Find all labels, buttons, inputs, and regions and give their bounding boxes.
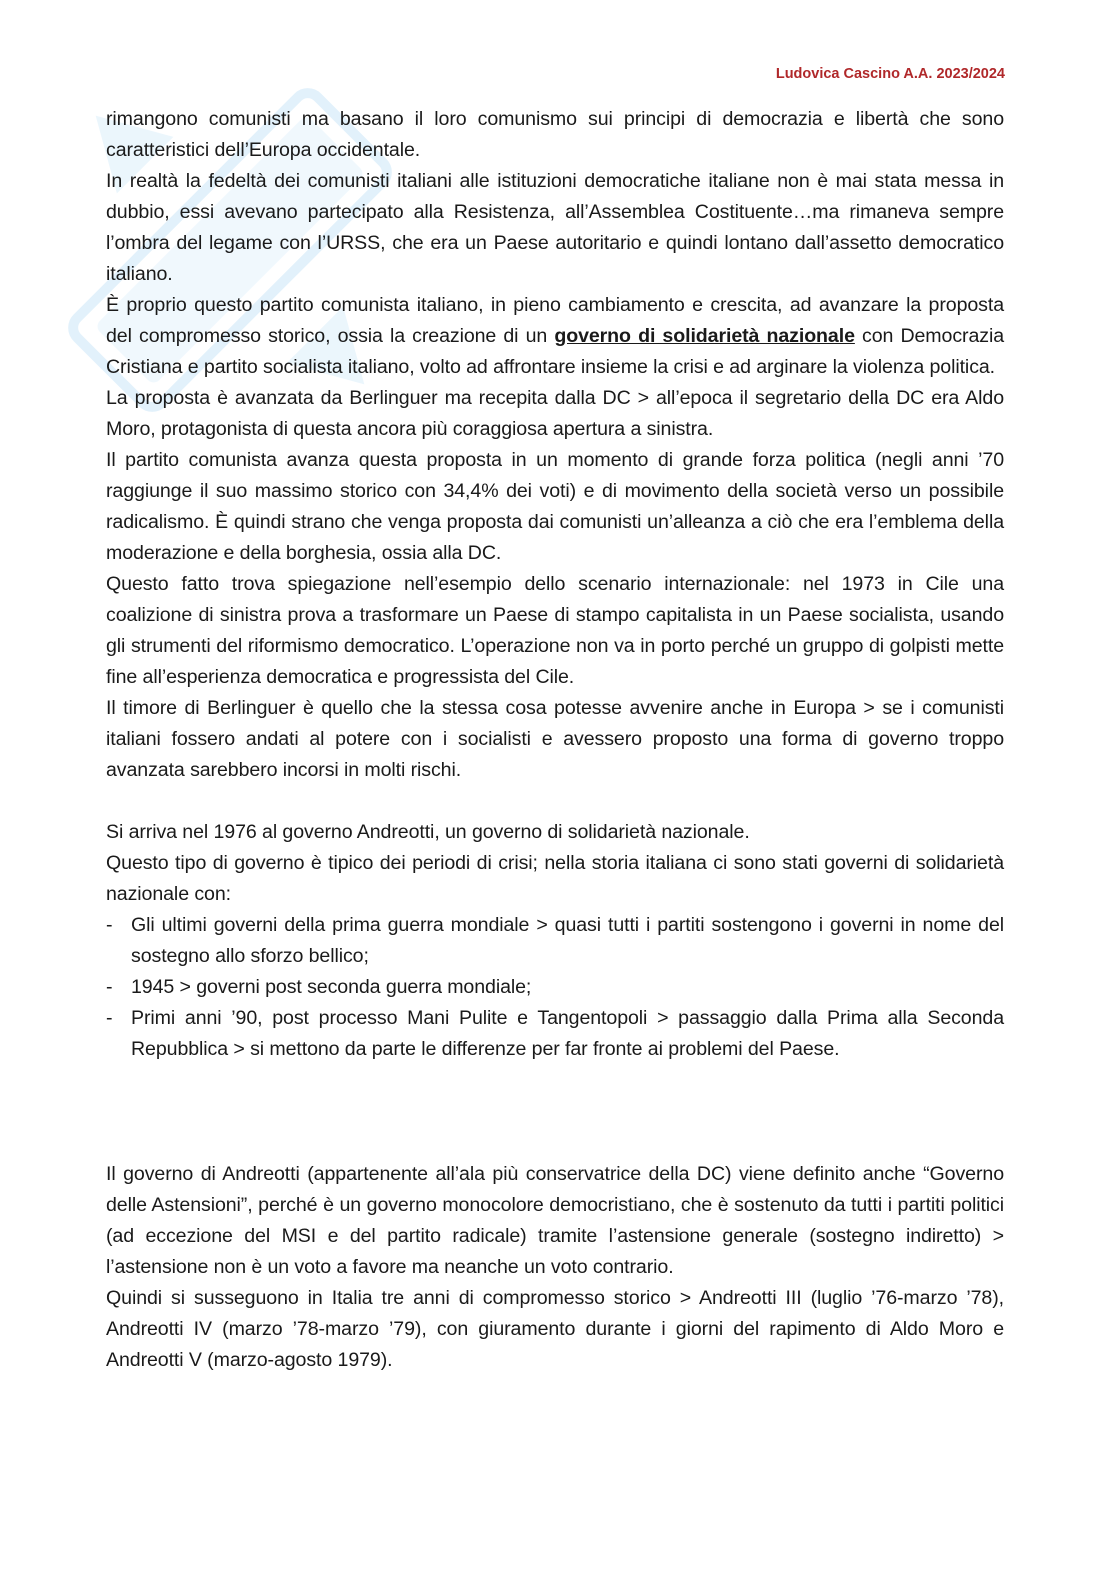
paragraph: Questo fatto trova spiegazione nell’esempio dello scenario internazionale: nel 1973 in Cile una coalizione di sinistra prova a trasformare un Paese di stampo capitalista in un Paese socialista, usando gli strumenti del riformismo democratico. L’operazione non va in porto perché un gruppo di golpisti mette fine all’esperienza democratica e progressista del Cile. [106, 573, 1004, 688]
proposal-text-after: con Democrazia Cristiana e partito socialista italiano, volto ad affrontare insieme la crisi e ad arginare la violenza politica. [106, 325, 1004, 378]
paragraph: La proposta è avanzata da Berlinguer ma recepita dalla DC > all’epoca il segretario della DC era Aldo Moro, protagonista di questa ancora più coraggiosa apertura a sinistra. [106, 387, 1004, 440]
emphasis-governo-solidarieta: governo di solidarietà nazionale [554, 325, 855, 347]
paragraph: Il partito comunista avanza questa proposta in un momento di grande forza politica (negli anni ’70 raggiunge il suo massimo storico con 34,4% dei voti) e di movimento della società verso un possibile radicalismo. È quindi strano che venga proposta dai comunisti un’alleanza a ciò che era l’emblema della moderazione e della borghesia, ossia alla DC. [106, 449, 1004, 564]
list-item [106, 1003, 1004, 1065]
dash-bullet: - [106, 976, 113, 998]
paragraph-proposal [106, 290, 1004, 383]
list-item [106, 910, 1004, 972]
list-item [106, 972, 1004, 1003]
paragraph: Questo tipo di governo è tipico dei periodi di crisi; nella storia italiana ci sono stati governi di solidarietà nazionale con: [106, 852, 1004, 905]
paragraph: rimangono comunisti ma basano il loro comunismo sui principi di democrazia e libertà che sono caratteristici dell’Europa occidentale. [106, 108, 1004, 161]
list-item-text: Gli ultimi governi della prima guerra mondiale > quasi tutti i partiti sostengono i governi in nome del sostegno allo sforzo bellico; [131, 914, 1004, 967]
paragraph: Quindi si susseguono in Italia tre anni di compromesso storico > Andreotti III (luglio ’76-marzo ’78), Andreotti IV (marzo ’78-marzo ’79), con giuramento durante i giorni del rapimento di Aldo Moro e Andreotti V (marzo-agosto 1979). [106, 1287, 1004, 1371]
page-header-author: Ludovica Cascino A.A. 2023/2024 [775, 66, 1005, 82]
paragraph: In realtà la fedeltà dei comunisti italiani alle istituzioni democratiche italiane non è mai stata messa in dubbio, essi avevano partecipato alla Resistenza, all’Assemblea Costituente…ma rimaneva sempre l’ombra del legame con l’URSS, che era un Paese autoritario e quindi lontano dall’assetto democratico italiano. [106, 170, 1004, 285]
paragraph: Il governo di Andreotti (appartenente all’ala più conservatrice della DC) viene definito anche “Governo delle Astensioni”, perché è un governo monocolore democristiano, che è sostenuto da tutti i partiti politici (ad eccezione del MSI e del partito radicale) tramite l’astensione generale (sostegno indiretto) > l’astensione non è un voto a favore ma neanche un voto contrario. [106, 1163, 1004, 1278]
spacer [106, 786, 1004, 817]
bullet-list [106, 910, 1004, 1065]
paragraph: Si arriva nel 1976 al governo Andreotti, un governo di solidarietà nazionale. [106, 821, 750, 843]
list-item-text: Primi anni ’90, post processo Mani Pulite e Tangentopoli > passaggio dalla Prima alla Seconda Repubblica > si mettono da parte le differenze per far fronte ai problemi del Paese. [131, 1007, 1004, 1060]
proposal-text-before: È proprio questo partito comunista italiano, in pieno cambiamento e crescita, ad avanzare la proposta del compromesso storico, ossia la creazione di un [106, 294, 1004, 347]
spacer [106, 1065, 1004, 1159]
document-body [106, 104, 1004, 1376]
list-item-text: 1945 > governi post seconda guerra mondiale; [131, 976, 532, 998]
paragraph: Il timore di Berlinguer è quello che la stessa cosa potesse avvenire anche in Europa > se i comunisti italiani fossero andati al potere con i socialisti e avessero proposto una forma di governo troppo avanzata sarebbero incorsi in molti rischi. [106, 697, 1004, 781]
dash-bullet: - [106, 914, 113, 936]
dash-bullet: - [106, 1007, 113, 1029]
